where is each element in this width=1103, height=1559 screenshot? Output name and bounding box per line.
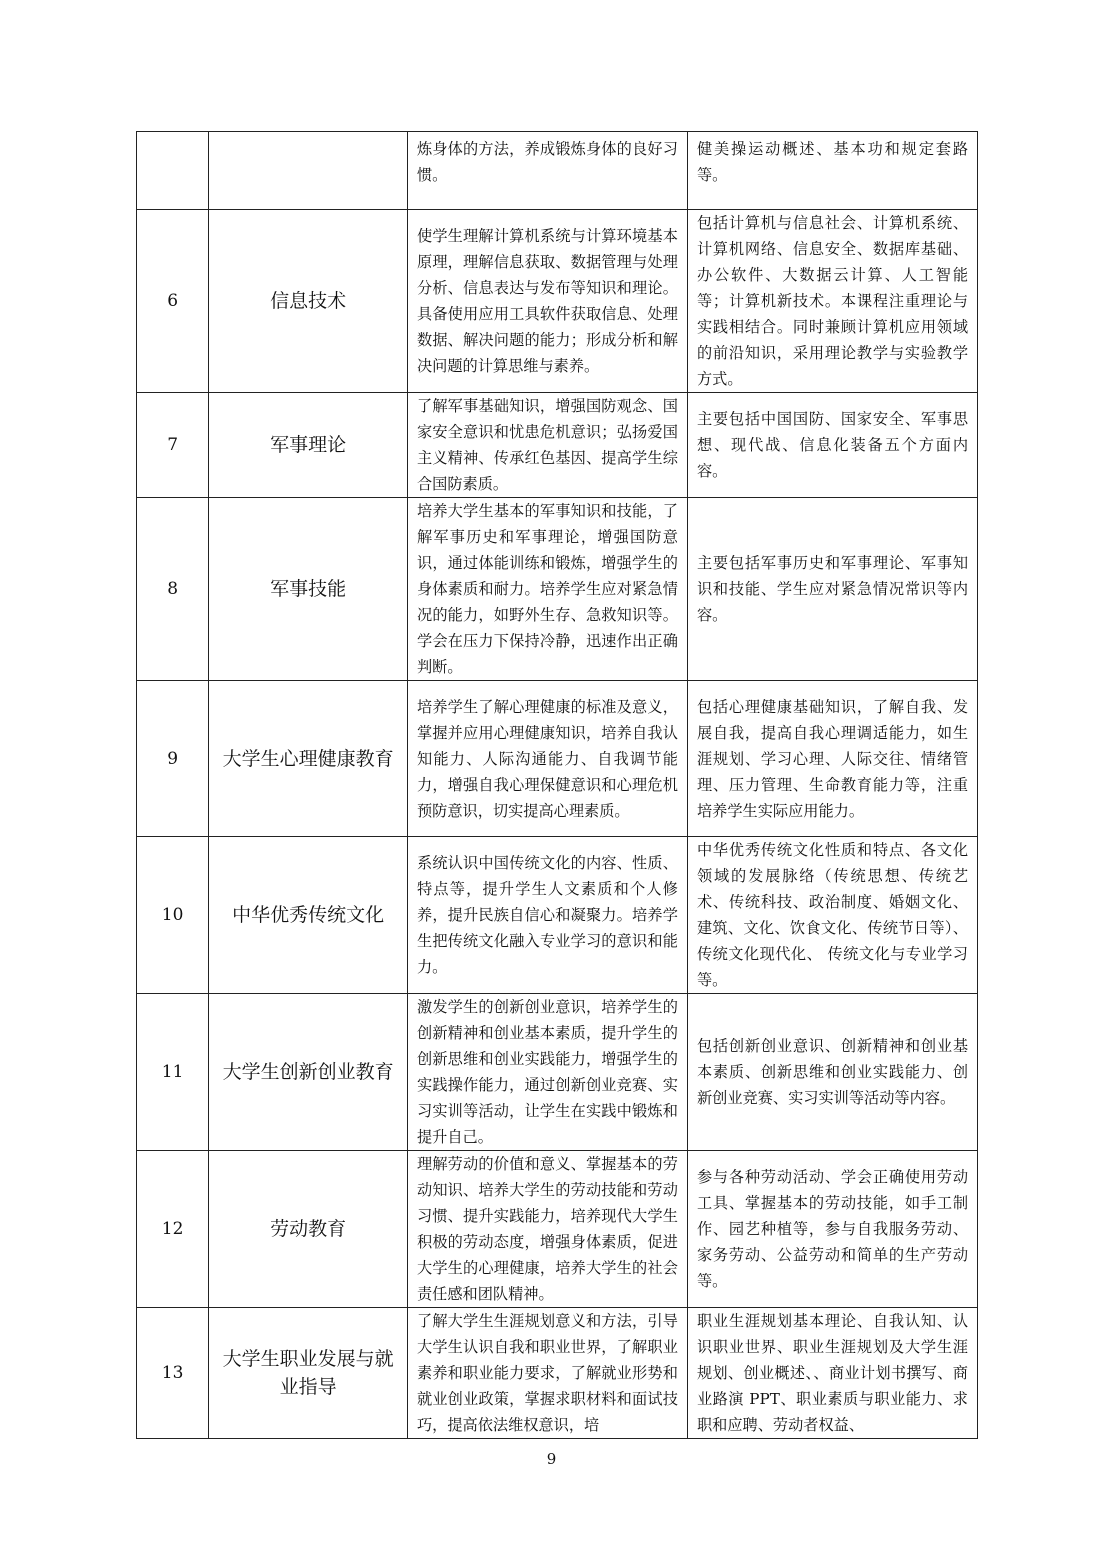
course-name: 中华优秀传统文化 (209, 837, 408, 994)
course-goal: 了解军事基础知识，增强国防观念、国家安全意识和忧患危机意识；弘扬爱国主义精神、传承红色基因、提高学生综合国防素质。 (416, 397, 678, 493)
course-name: 大学生创新创业教育 (209, 994, 408, 1151)
table-row (137, 681, 978, 837)
table-row (137, 210, 978, 393)
table-row (137, 498, 978, 681)
row-number: 9 (137, 681, 209, 837)
course-content: 主要包括军事历史和军事理论、军事知识和技能、学生应对紧急情况常识等内容。 (696, 554, 968, 624)
course-goal: 系统认识中国传统文化的内容、性质、特点等，提升学生人文素质和个人修养，提升民族自信心和凝聚力。培养学生把传统文化融入专业学习的意识和能力。 (416, 854, 678, 976)
course-goal: 培养学生了解心理健康的标准及意义，掌握并应用心理健康知识，培养自我认知能力、人际沟通能力、自我调节能力，增强自我心理保健意识和心理危机预防意识，切实提高心理素质。 (416, 697, 678, 820)
table-row (137, 393, 978, 498)
course-content: 包括心理健康基础知识，了解自我、发展自我，提高自我心理调适能力，如生涯规划、学习心理、人际交往、情绪管理、压力管理、生命教育能力等，注重培养学生实际应用能力。 (696, 697, 968, 820)
table-row (137, 1308, 978, 1439)
course-goal: 培养大学生基本的军事知识和技能，了解军事历史和军事理论，增强国防意识，通过体能训练和锻炼，增强学生的身体素质和耐力。培养学生应对紧急情况的能力，如野外生存、急救知识等。学会在压力下保持冷静，迅速作出正确判断。 (416, 502, 678, 676)
row-number: 13 (137, 1308, 209, 1439)
course-content: 包括创新创业意识、创新精神和创业基本素质、创新思维和创业实践能力、创新创业竞赛、实习实训等活动等内容。 (696, 1037, 968, 1107)
curriculum-table (136, 131, 978, 1439)
row-number: 11 (137, 994, 209, 1151)
course-content: 职业生涯规划基本理论、自我认知、认识职业世界、职业生涯规划及大学生涯规划、创业概述、、商业计划书撰写、商业路演 PPT、职业素质与职业能力、求职和应聘、劳动者权益、 (696, 1312, 968, 1434)
row-number: 12 (137, 1151, 209, 1308)
table-row (137, 994, 978, 1151)
course-goal: 激发学生的创新创业意识，培养学生的创新精神和创业基本素质，提升学生的创新思维和创业实践能力，增强学生的实践操作能力，通过创新创业竞赛、实习实训等活动，让学生在实践中锻炼和提升自己。 (416, 998, 678, 1146)
course-goal: 了解大学生生涯规划意义和方法，引导大学生认识自我和职业世界，了解职业素养和职业能力要求，了解就业形势和就业创业政策，掌握求职材料和面试技巧，提高依法维权意识，培 (416, 1312, 678, 1434)
course-content: 中华优秀传统文化性质和特点、各文化领域的发展脉络（传统思想、传统艺术、传统科技、政治制度、婚姻文化、建筑、文化、饮食文化、传统节日等）、传统文化现代化、 传统文化与专业学习等。 (696, 841, 968, 989)
table-row (137, 1151, 978, 1308)
table-row (137, 132, 978, 210)
course-name: 信息技术 (209, 210, 408, 393)
course-name: 大学生心理健康教育 (209, 681, 408, 837)
course-content: 健美操运动概述、基本功和规定套路等。 (696, 140, 968, 184)
table-row (137, 837, 978, 994)
row-number (137, 132, 209, 210)
course-content: 包括计算机与信息社会、计算机系统、计算机网络、信息安全、数据库基础、办公软件、大数据云计算、人工智能等；计算机新技术。本课程注重理论与实践相结合。同时兼顾计算机应用领域的前沿知识，采用理论教学与实验教学方式。 (696, 214, 968, 388)
course-content: 主要包括中国国防、国家安全、军事思想、现代战、信息化装备五个方面内容。 (696, 410, 968, 480)
course-name (209, 132, 408, 210)
course-name: 大学生职业发展与就业指导 (209, 1308, 408, 1439)
page-number: 9 (546, 1450, 557, 1468)
course-goal: 理解劳动的价值和意义、掌握基本的劳动知识、培养大学生的劳动技能和劳动习惯、提升实践能力，培养现代大学生积极的劳动态度，增强身体素质，促进大学生的心理健康，培养大学生的社会责任感和团队精神。 (416, 1155, 678, 1303)
course-goal: 使学生理解计算机系统与计算环境基本原理，理解信息获取、数据管理与处理分析、信息表达与发布等知识和理论。具备使用应用工具软件获取信息、处理数据、解决问题的能力；形成分析和解决问题的计算思维与素养。 (416, 227, 678, 375)
course-content: 参与各种劳动活动、学会正确使用劳动工具、掌握基本的劳动技能，如手工制作、园艺种植等，参与自我服务劳动、家务劳动、公益劳动和简单的生产劳动等。 (696, 1168, 968, 1290)
course-goal: 炼身体的方法，养成锻炼身体的良好习惯。 (416, 140, 678, 184)
course-name: 军事技能 (209, 498, 408, 681)
row-number: 6 (137, 210, 209, 393)
row-number: 8 (137, 498, 209, 681)
row-number: 7 (137, 393, 209, 498)
course-name: 军事理论 (209, 393, 408, 498)
course-name: 劳动教育 (209, 1151, 408, 1308)
row-number: 10 (137, 837, 209, 994)
